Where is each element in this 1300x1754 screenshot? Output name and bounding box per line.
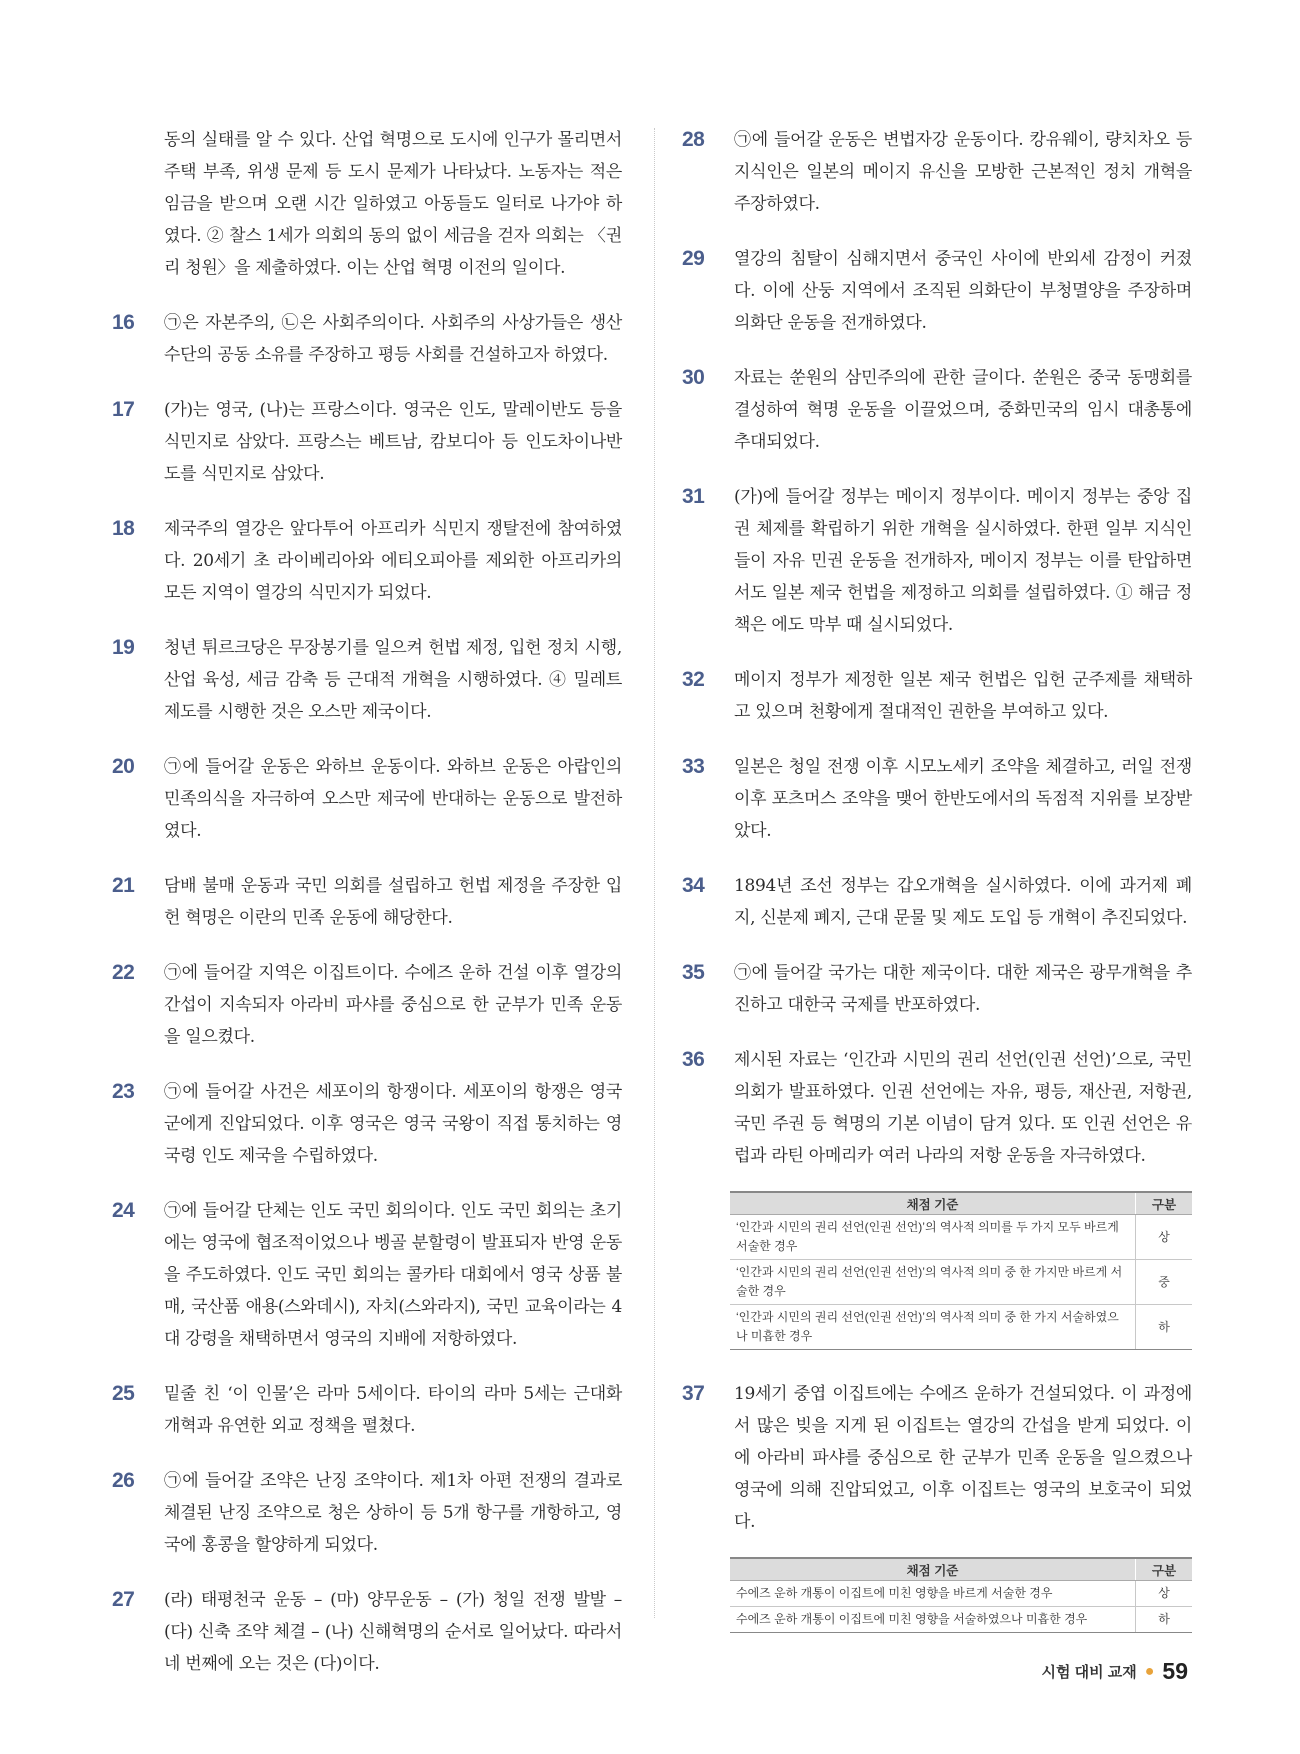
answer-text: 메이지 정부가 제정한 일본 제국 헌법은 입헌 군주제를 채택하고 있으며 천황에게 절대적인 권한을 부여하고 있다. — [734, 670, 1192, 722]
answer-number: 33 — [682, 755, 705, 778]
answer-text: 자료는 쑨원의 삼민주의에 관한 글이다. 쑨원은 중국 동맹회를 결성하여 혁명 운동을 이끌었으며, 중화민국의 임시 대총통에 추대되었다. — [734, 368, 1192, 452]
answer-number: 26 — [112, 1469, 135, 1492]
answer-number: 18 — [112, 517, 135, 540]
answer-text: (가)에 들어갈 정부는 메이지 정부이다. 메이지 정부는 중앙 집권 체제를 확립하기 위한 개혁을 실시하였다. 한편 일부 지식인들이 자유 민권 운동을 전개하자, 메이지 정부는 이를 탄압하면서도 일본 제국 헌법을 제정하고 의회를 설립하였다. ① 해금 정책은 에도 막부 때 실시되었다. — [734, 487, 1192, 635]
page-number: 59 — [1162, 1658, 1188, 1684]
grade-cell: 상 — [1136, 1215, 1193, 1260]
answer-item-18 — [112, 513, 622, 609]
answer-number: 25 — [112, 1382, 135, 1405]
answer-item-34 — [682, 870, 1192, 934]
criteria-header: 채점 기준 — [730, 1558, 1136, 1581]
page-footer — [1041, 1658, 1188, 1685]
table-header-row — [730, 1192, 1192, 1215]
answer-item-37 — [682, 1378, 1192, 1538]
grade-cell: 하 — [1136, 1607, 1193, 1633]
answer-text: ㉠은 자본주의, ㉡은 사회주의이다. 사회주의 사상가들은 생산 수단의 공동 소유를 주장하고 평등 사회를 건설하고자 하였다. — [164, 313, 622, 365]
answer-text: 1894년 조선 정부는 갑오개혁을 실시하였다. 이에 과거제 폐지, 신분제 폐지, 근대 문물 및 제도 도입 등 개혁이 추진되었다. — [734, 876, 1192, 928]
table-row — [730, 1607, 1192, 1633]
table-row — [730, 1260, 1192, 1305]
answer-number: 21 — [112, 874, 135, 897]
answer-number: 28 — [682, 128, 705, 151]
answer-text: ㉠에 들어갈 사건은 세포이의 항쟁이다. 세포이의 항쟁은 영국군에게 진압되었다. 이후 영국은 영국 국왕이 직접 통치하는 영국령 인도 제국을 수립하였다. — [164, 1082, 622, 1166]
answer-number: 16 — [112, 311, 135, 334]
answer-number: 27 — [112, 1588, 135, 1611]
answer-text: 일본은 청일 전쟁 이후 시모노세키 조약을 체결하고, 러일 전쟁 이후 포츠머스 조약을 맺어 한반도에서의 독점적 지위를 보장받았다. — [734, 757, 1192, 841]
answer-item-17 — [112, 394, 622, 490]
grade-cell: 상 — [1136, 1581, 1193, 1607]
answer-text: 동의 실태를 알 수 있다. 산업 혁명으로 도시에 인구가 몰리면서 주택 부족, 위생 문제 등 도시 문제가 나타났다. 노동자는 적은 임금을 받으며 오랜 시간 일하였고 아동들도 일터로 나가야 하였다. ② 찰스 1세가 의회의 동의 없이 세금을 걷자 의회는 〈권리 청원〉을 제출하였다. 이는 산업 혁명 이전의 일이다. — [164, 130, 622, 278]
answer-item-36 — [682, 1044, 1192, 1172]
answer-item-24 — [112, 1195, 622, 1355]
answer-item-27 — [112, 1584, 622, 1680]
criteria-cell: ‘인간과 시민의 권리 선언(인권 선언)’의 역사적 의미 중 한 가지 서술하였으나 미흡한 경우 — [730, 1305, 1136, 1350]
answer-text: 밑줄 친 ‘이 인물’은 라마 5세이다. 타이의 라마 5세는 근대화 개혁과 유연한 외교 정책을 펼쳤다. — [164, 1384, 622, 1436]
answer-text: ㉠에 들어갈 지역은 이집트이다. 수에즈 운하 건설 이후 열강의 간섭이 지속되자 아라비 파샤를 중심으로 한 군부가 민족 운동을 일으켰다. — [164, 963, 622, 1047]
criteria-header: 채점 기준 — [730, 1192, 1136, 1215]
criteria-cell: 수에즈 운하 개통이 이집트에 미친 영향을 서술하였으나 미흡한 경우 — [730, 1607, 1136, 1633]
table-row — [730, 1215, 1192, 1260]
answer-text: 담배 불매 운동과 국민 의회를 설립하고 헌법 제정을 주장한 입헌 혁명은 이란의 민족 운동에 해당한다. — [164, 876, 622, 928]
answer-item-21 — [112, 870, 622, 934]
answer-item-22 — [112, 957, 622, 1053]
answer-text: ㉠에 들어갈 단체는 인도 국민 회의이다. 인도 국민 회의는 초기에는 영국에 협조적이었으나 벵골 분할령이 발표되자 반영 운동을 주도하였다. 인도 국민 회의는 콜카타 대회에서 영국 상품 불매, 국산품 애용(스와데시), 자치(스와라지), 국민 교육이라는 4대 강령을 채택하면서 영국의 지배에 저항하였다. — [164, 1201, 622, 1349]
table-header-row — [730, 1558, 1192, 1581]
answer-continuation — [112, 124, 622, 284]
answer-text: 제국주의 열강은 앞다투어 아프리카 식민지 쟁탈전에 참여하였다. 20세기 초 라이베리아와 에티오피아를 제외한 아프리카의 모든 지역이 열강의 식민지가 되었다. — [164, 519, 622, 603]
criteria-cell: ‘인간과 시민의 권리 선언(인권 선언)’의 역사적 의미를 두 가지 모두 바르게 서술한 경우 — [730, 1215, 1136, 1260]
answer-text: 청년 튀르크당은 무장봉기를 일으켜 헌법 제정, 입헌 정치 시행, 산업 육성, 세금 감축 등 근대적 개혁을 시행하였다. ④ 밀레트 제도를 시행한 것은 오스만 제국이다. — [164, 638, 622, 722]
answer-text: 제시된 자료는 ‘인간과 시민의 권리 선언(인권 선언)’으로, 국민 의회가 발표하였다. 인권 선언에는 자유, 평등, 재산권, 저항권, 국민 주권 등 혁명의 기본 이념이 담겨 있다. 또 인권 선언은 유럽과 라틴 아메리카 여러 나라의 저항 운동을 자극하였다. — [734, 1050, 1192, 1166]
bullet-dot-icon: ● — [1144, 1662, 1155, 1680]
answer-item-25 — [112, 1378, 622, 1442]
answer-item-16 — [112, 307, 622, 371]
answer-number: 35 — [682, 961, 705, 984]
answer-number: 37 — [682, 1382, 705, 1405]
answer-number: 23 — [112, 1080, 135, 1103]
right-column — [682, 124, 1192, 1661]
answer-item-30 — [682, 362, 1192, 458]
answer-item-23 — [112, 1076, 622, 1172]
answer-number: 31 — [682, 485, 705, 508]
answer-item-28 — [682, 124, 1192, 220]
grade-header: 구분 — [1136, 1192, 1193, 1215]
footer-label: 시험 대비 교재 — [1041, 1664, 1137, 1681]
left-column — [112, 124, 622, 1703]
answer-item-31 — [682, 481, 1192, 641]
answer-text: ㉠에 들어갈 운동은 와하브 운동이다. 와하브 운동은 아랍인의 민족의식을 자극하여 오스만 제국에 반대하는 운동으로 발전하였다. — [164, 757, 622, 841]
criteria-cell: ‘인간과 시민의 권리 선언(인권 선언)’의 역사적 의미 중 한 가지만 바르게 서술한 경우 — [730, 1260, 1136, 1305]
answer-text: 19세기 중엽 이집트에는 수에즈 운하가 건설되었다. 이 과정에서 많은 빚을 지게 된 이집트는 열강의 간섭을 받게 되었다. 이에 아라비 파샤를 중심으로 한 군부가 민족 운동을 일으켰으나 영국에 의해 진압되었고, 이후 이집트는 영국의 보호국이 되었다. — [734, 1384, 1192, 1532]
answer-number: 36 — [682, 1048, 705, 1071]
answer-number: 24 — [112, 1199, 135, 1222]
grade-header: 구분 — [1136, 1558, 1193, 1581]
answer-text: 열강의 침탈이 심해지면서 중국인 사이에 반외세 감정이 커졌다. 이에 산둥 지역에서 조직된 의화단이 부청멸양을 주장하며 의화단 운동을 전개하였다. — [734, 249, 1192, 333]
grading-table-36 — [730, 1191, 1192, 1350]
answer-number: 20 — [112, 755, 135, 778]
answer-text: ㉠에 들어갈 운동은 변법자강 운동이다. 캉유웨이, 량치차오 등 지식인은 일본의 메이지 유신을 모방한 근본적인 정치 개혁을 주장하였다. — [734, 130, 1192, 214]
answer-text: ㉠에 들어갈 국가는 대한 제국이다. 대한 제국은 광무개혁을 추진하고 대한국 국제를 반포하였다. — [734, 963, 1192, 1015]
answer-item-19 — [112, 632, 622, 728]
answer-item-20 — [112, 751, 622, 847]
answer-item-26 — [112, 1465, 622, 1561]
grade-cell: 중 — [1136, 1260, 1193, 1305]
column-divider — [654, 128, 655, 1618]
answer-number: 19 — [112, 636, 135, 659]
table-row — [730, 1581, 1192, 1607]
answer-item-32 — [682, 664, 1192, 728]
answer-text: (가)는 영국, (나)는 프랑스이다. 영국은 인도, 말레이반도 등을 식민지로 삼았다. 프랑스는 베트남, 캄보디아 등 인도차이나반도를 식민지로 삼았다. — [164, 400, 622, 484]
grading-table-37 — [730, 1557, 1192, 1633]
answer-number: 34 — [682, 874, 705, 897]
answer-text: (라) 태평천국 운동 – (마) 양무운동 – (가) 청일 전쟁 발발 – (다) 신축 조약 체결 – (나) 신해혁명의 순서로 일어났다. 따라서 네 번째에 오는 것은 (다)이다. — [164, 1590, 622, 1674]
grade-cell: 하 — [1136, 1305, 1193, 1350]
answer-number: 29 — [682, 247, 705, 270]
answer-item-33 — [682, 751, 1192, 847]
answer-item-29 — [682, 243, 1192, 339]
answer-text: ㉠에 들어갈 조약은 난징 조약이다. 제1차 아편 전쟁의 결과로 체결된 난징 조약으로 청은 상하이 등 5개 항구를 개항하고, 영국에 홍콩을 할양하게 되었다. — [164, 1471, 622, 1555]
answer-item-35 — [682, 957, 1192, 1021]
answer-number: 17 — [112, 398, 135, 421]
table-row — [730, 1305, 1192, 1350]
answer-number: 30 — [682, 366, 705, 389]
answer-number: 22 — [112, 961, 135, 984]
answer-number: 32 — [682, 668, 705, 691]
criteria-cell: 수에즈 운하 개통이 이집트에 미친 영향을 바르게 서술한 경우 — [730, 1581, 1136, 1607]
